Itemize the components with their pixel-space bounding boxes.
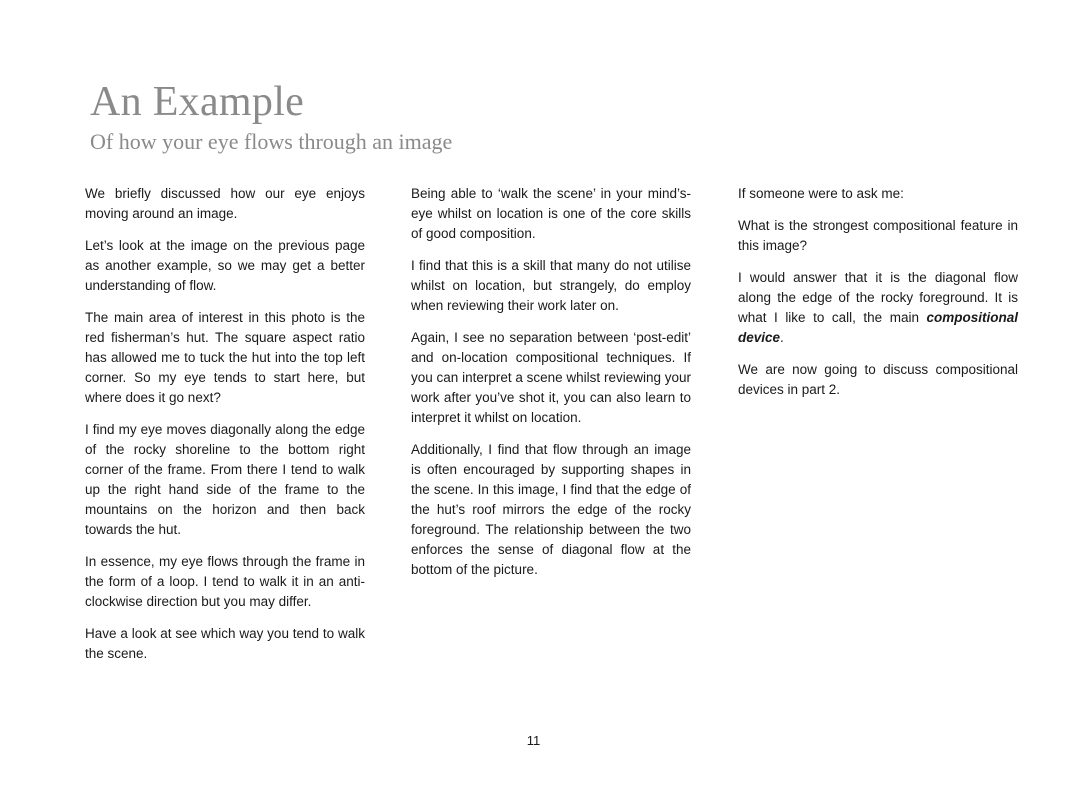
page-title: An Example	[90, 79, 305, 125]
paragraph: The main area of interest in this photo is the red fisherman’s hut. The square aspect ratio has allowed me to tuck the hut into the top left corner. So my eye tends to start here, but where does it go next?	[85, 310, 365, 405]
paragraph: If someone were to ask me:	[738, 186, 904, 201]
paragraph: In essence, my eye flows through the frame in the form of a loop. I tend to walk it in an anti-clockwise direction but you may differ.	[85, 554, 365, 609]
answer-text: I would answer that it is the diagonal flow along the edge of the rocky foreground. It is what I like to call, the main	[738, 270, 1018, 325]
text-column-2	[411, 184, 691, 592]
paragraph: What is the strongest compositional feature in this image?	[738, 218, 1018, 253]
emphasis-text: compositional device	[738, 310, 1018, 345]
paragraph: I find my eye moves diagonally along the edge of the rocky shoreline to the bottom right corner of the frame. From there I tend to walk up the right hand side of the frame to the mountains on the horizon and then back towards the hut.	[85, 422, 365, 537]
paragraph: I find that this is a skill that many do not utilise whilst on location, but strangely, do employ when reviewing their work later on.	[411, 258, 691, 313]
paragraph: Let’s look at the image on the previous page as another example, so we may get a better understanding of flow.	[85, 238, 365, 293]
page-subtitle: Of how your eye flows through an image	[90, 129, 453, 154]
paragraph: Additionally, I find that flow through an image is often encouraged by supporting shapes in the scene. In this image, I find that the edge of the hut’s roof mirrors the edge of the rocky foreground. The relationship between the two enforces the sense of diagonal flow at the bottom of the picture.	[411, 442, 691, 577]
text-column-3	[738, 184, 1018, 412]
answer-paragraph	[738, 268, 1018, 348]
paragraph: Being able to ‘walk the scene’ in your mind’s-eye whilst on location is one of the core skills of good composition.	[411, 186, 691, 241]
text-column-1	[85, 184, 365, 676]
paragraph: Have a look at see which way you tend to walk the scene.	[85, 626, 365, 661]
paragraph: Again, I see no separation between ‘post-edit’ and on-location compositional techniques. If you can interpret a scene whilst reviewing your work after you’ve shot it, you can also learn to interpret it whilst on location.	[411, 330, 691, 425]
paragraph: We are now going to discuss compositional devices in part 2.	[738, 362, 1018, 397]
answer-suffix: .	[780, 330, 784, 345]
page-number: 11	[526, 733, 541, 748]
paragraph: We briefly discussed how our eye enjoys moving around an image.	[85, 186, 365, 221]
